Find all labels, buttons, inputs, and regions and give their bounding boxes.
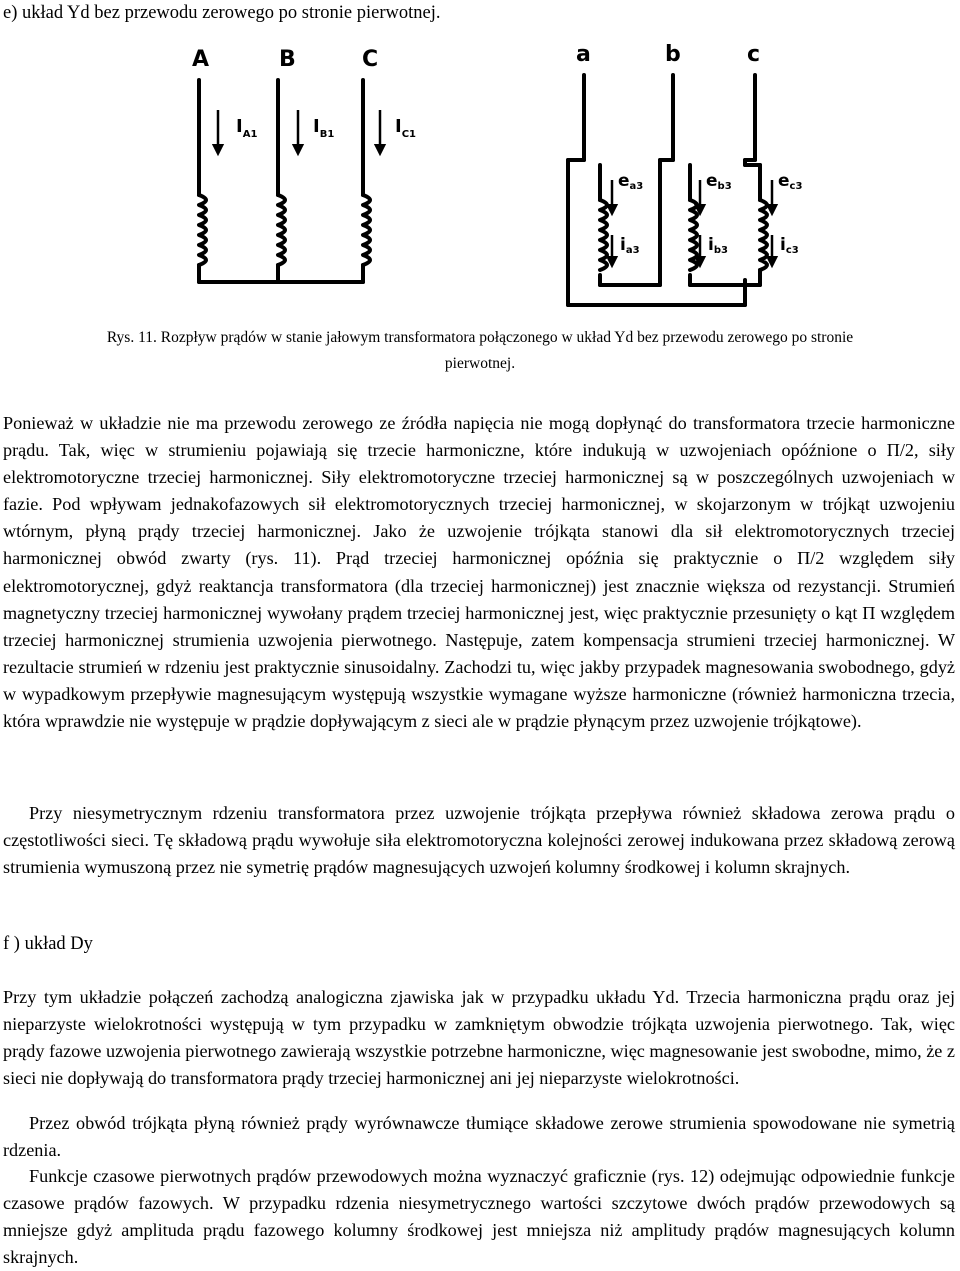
terminal-label-A: A — [192, 47, 210, 72]
circuit-svg — [0, 30, 960, 320]
figure-caption-line2: pierwotnej. — [444, 355, 516, 372]
current-label-ia3: ia3 — [620, 235, 640, 256]
primary-winding-C — [363, 80, 370, 282]
section-e-heading: e) układ Yd bez przewodu zerowego po stronie pierwotnej. — [3, 3, 441, 23]
paragraph-f-1: Przy tym układzie połączeń zachodzą analogiczna zjawiska jak w przypadku układu Yd. Trzecia harmoniczna prądu oraz jej nieparzyste wielokrotności występują w tym przypadku w zamkniętym obwodzie trójkąta uzwojenia pierwotnego. Tak, więc prądy fazowe uzwojenia pierwotnego zawierają wszystkie potrzebne harmoniczne, więc magnesowanie jest swobodne, mimo, że z sieci nie dopływają do transformatora prądy trzeciej harmonicznej ani jej nieparzyste wielokrotności. — [3, 987, 955, 1089]
primary-winding-B — [278, 80, 285, 282]
current-label-ic3: ic3 — [780, 235, 799, 256]
section-f-heading: f ) układ Dy — [3, 934, 93, 954]
paragraph-f-3: Funkcje czasowe pierwotnych prądów przewodowych można wyznaczyć graficznie (rys. 12) odejmując odpowiednie funkcje czasowe prądów fazowych. W przypadku rdzenia niesymetrycznego wartości szczytowe dwóch prądów przewodowych są mniejsze gdyż amplituda prądu fazowego kolumny środkowej jest mniejsza niż amplitudy prądów magnesujących kolumn skrajnych. — [3, 1166, 955, 1268]
current-label-ib3: ib3 — [708, 235, 728, 256]
terminal-label-b: b — [665, 42, 681, 67]
figure-11-circuit-diagram — [0, 30, 960, 320]
terminal-label-B: B — [279, 47, 296, 72]
paragraph-e-2: Przy niesymetrycznym rdzeniu transformatora przez uzwojenie trójkąta przepływa również składowa zerowa prądu o częstotliwości sieci. Tę składową prądu wywołuje siła elektromotoryczna kolejności zerowej indukowana przez składową zerową strumienia wymuszoną przez nie symetrię prądów magnesujących uzwojeń kolumny środkowej i kolumn skrajnych. — [3, 803, 955, 878]
emf-label-eb3: eb3 — [706, 171, 732, 192]
current-label-IB: $I_{B1}$ — [313, 116, 335, 140]
paragraph-f-2: Przez obwód trójkąta płyną również prądy wyrównawcze tłumiące składowe zerowe strumienia spowodowane nie symetrią rdzenia. — [3, 1113, 955, 1161]
terminal-label-a: a — [576, 42, 591, 67]
secondary-winding-b — [690, 200, 697, 270]
terminal-label-c: c — [747, 42, 761, 67]
paragraph-e-1: Ponieważ w układzie nie ma przewodu zerowego ze źródła napięcia nie mogą dopłynąć do transformatora trzecie harmoniczne prądu. Tak, więc w strumieniu pojawiają się trzecie harmoniczne, które indukują w uzwojeniach opóźnione o Π/2, siły elektromotoryczne trzeciej harmonicznej. Siły elektromotoryczne trzeciej harmonicznej są w poszczególnych uzwojeniach w fazie. Pod wpływam jednakofazowych sił elektromotorycznych trzeciej harmonicznej, w skojarzonym w trójkąt uzwojeniu wtórnym, płyną prądy trzeciej harmonicznej. Jako że uzwojenie trójkąta stanowi dla sił elektromotorycznych trzeciej harmonicznej obwód zwarty (rys. 11). Prąd trzeciej harmonicznej opóźnia się praktycznie o Π/2 względem siły elektromotorycznej, gdyż reaktancja transformatora (dla trzeciej harmonicznej) jest znacznie większa od rezystancji. Strumień magnetyczny trzeciej harmonicznej wywołany prądem trzeciej harmonicznej jest, więc praktycznie przesunięty o kąt Π względem trzeciej harmonicznej strumienia uzwojenia pierwotnego. Następuje, zatem kompensacja strumieni trzeciej harmonicznej. W rezultacie strumień w rdzeniu jest praktycznie sinusoidalny. Zachodzi tu, więc jakby przypadek magnesowania swobodnego, gdyż w wypadkowym przepływie magnesującym występują wszystkie wymagane wyższe harmoniczne (również harmoniczna trzecia, która wprawdzie nie występuje w prądzie dopływającym z sieci ale w prądzie płynącym przez uzwojenie trójkątowe). — [3, 413, 955, 732]
emf-label-ea3: ea3 — [618, 171, 644, 192]
primary-winding-A — [199, 80, 206, 282]
terminal-label-C: C — [362, 47, 379, 72]
emf-label-ec3: ec3 — [778, 171, 803, 192]
secondary-winding-c — [760, 200, 767, 270]
secondary-winding-a — [600, 200, 607, 270]
current-label-IA: $I_{A1}$ — [236, 116, 258, 140]
current-label-IC: $I_{C1}$ — [395, 116, 416, 140]
figure-caption-line1: Rys. 11. Rozpływ prądów w stanie jałowym transformatora połączonego w układ Yd bez przewodu zerowego po stronie — [106, 329, 854, 346]
